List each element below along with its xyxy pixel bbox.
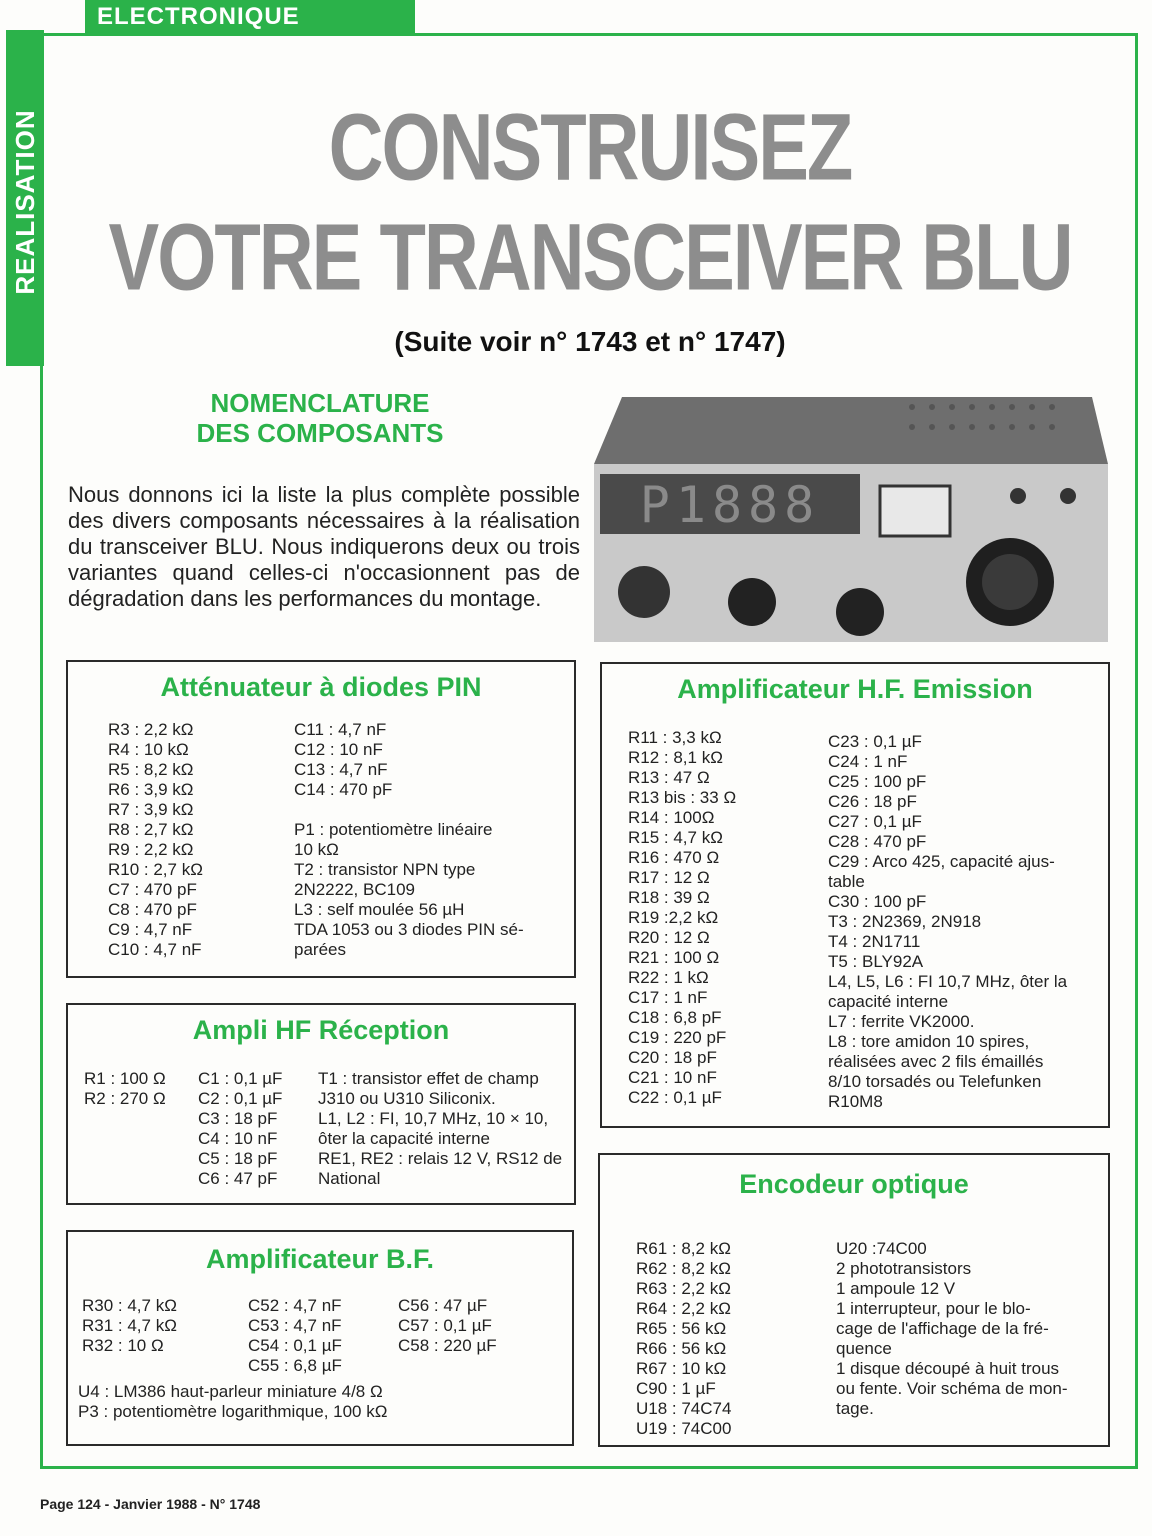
encodeur-col-right xyxy=(836,1239,1068,1419)
component-line: C13 : 4,7 nF xyxy=(294,760,388,779)
ampli-emission-title: Amplificateur H.F. Emission xyxy=(677,674,1033,704)
ampli-bf-title: Amplificateur B.F. xyxy=(205,1244,435,1274)
component-line: C10 : 4,7 nF xyxy=(108,940,202,959)
component-line: R31 : 4,7 kΩ xyxy=(82,1316,177,1335)
component-line: R19 :2,2 kΩ xyxy=(628,908,719,927)
component-line: 1 interrupteur, pour le blo- xyxy=(836,1299,1031,1318)
component-line: R67 : 10 kΩ xyxy=(636,1359,727,1378)
ampli-hf-col-1 xyxy=(84,1069,166,1109)
component-line: R17 : 12 Ω xyxy=(628,868,710,887)
component-line: R3 : 2,2 kΩ xyxy=(108,720,194,739)
title-line-1: CONSTRUISEZ xyxy=(328,94,852,201)
ampli-bf-box xyxy=(66,1230,574,1446)
component-line: R13 bis : 33 Ω xyxy=(628,788,737,807)
component-line: L3 : self moulée 56 µH xyxy=(294,900,465,919)
ampli-hf-title: Ampli HF Réception xyxy=(192,1015,450,1045)
component-line: C52 : 4,7 nF xyxy=(248,1296,342,1315)
component-line: cage de l'affichage de la fré- xyxy=(836,1319,1049,1338)
component-line: R22 : 1 kΩ xyxy=(628,968,709,987)
component-line: National xyxy=(318,1169,381,1188)
component-line: C8 : 470 pF xyxy=(108,900,197,919)
component-line: 10 kΩ xyxy=(294,840,339,859)
component-line: C7 : 470 pF xyxy=(108,880,197,899)
component-line: 8/10 torsadés ou Telefunken xyxy=(828,1072,1042,1091)
component-line: C55 : 6,8 µF xyxy=(248,1356,342,1375)
component-line: réalisées avec 2 fils émaillés xyxy=(828,1052,1044,1071)
component-line: 2N2222, BC109 xyxy=(294,880,415,899)
component-line: R12 : 8,1 kΩ xyxy=(628,748,723,767)
nomenclature-line-2: DES COMPOSANTS xyxy=(196,418,444,448)
encodeur-title: Encodeur optique xyxy=(739,1169,969,1199)
component-line: R14 : 100Ω xyxy=(628,808,715,827)
ampli-bf-col-1 xyxy=(82,1296,177,1356)
component-line: T2 : transistor NPN type xyxy=(294,860,476,879)
component-line: C29 : Arco 425, capacité ajus- xyxy=(828,852,1055,871)
component-line: C4 : 10 nF xyxy=(198,1129,278,1148)
component-line: T1 : transistor effet de champ xyxy=(318,1069,539,1088)
component-line: C17 : 1 nF xyxy=(628,988,708,1007)
component-line: R65 : 56 kΩ xyxy=(636,1319,727,1338)
ampli-bf-col-2 xyxy=(248,1296,342,1376)
component-line: R4 : 10 kΩ xyxy=(108,740,189,759)
component-line: C27 : 0,1 µF xyxy=(828,812,922,831)
component-line: C54 : 0,1 µF xyxy=(248,1336,342,1355)
ampli-emission-col-right xyxy=(828,732,1067,1112)
component-line: L7 : ferrite VK2000. xyxy=(828,1012,975,1031)
component-line: R32 : 10 Ω xyxy=(82,1336,164,1355)
component-line: R6 : 3,9 kΩ xyxy=(108,780,194,799)
component-line: C14 : 470 pF xyxy=(294,780,393,799)
component-line: U4 : LM386 haut-parleur miniature 4/8 Ω xyxy=(78,1382,383,1401)
component-line: tage. xyxy=(836,1399,874,1418)
ampli-bf-col-3 xyxy=(398,1296,497,1356)
nomenclature-line-1: NOMENCLATURE xyxy=(210,388,430,418)
component-line: C28 : 470 pF xyxy=(828,832,927,851)
component-line: C5 : 18 pF xyxy=(198,1149,278,1168)
component-line: R13 : 47 Ω xyxy=(628,768,710,787)
ampli-bf-notes xyxy=(78,1382,387,1422)
component-line: C25 : 100 pF xyxy=(828,772,927,791)
component-line xyxy=(294,800,544,820)
component-line: quence xyxy=(836,1339,892,1358)
display-readout: P1888 xyxy=(639,476,821,534)
transceiver-photo xyxy=(592,392,1110,642)
attenuateur-col-right xyxy=(294,720,544,960)
attenuateur-box xyxy=(66,660,576,978)
component-line: R30 : 4,7 kΩ xyxy=(82,1296,177,1315)
ampli-hf-col-3 xyxy=(318,1069,562,1189)
component-line: ôter la capacité interne xyxy=(318,1129,490,1148)
component-line: C12 : 10 nF xyxy=(294,740,383,759)
component-line: U19 : 74C00 xyxy=(636,1419,732,1438)
component-line: T5 : BLY92A xyxy=(828,952,924,971)
component-line: C19 : 220 pF xyxy=(628,1028,727,1047)
component-line: ou fente. Voir schéma de mon- xyxy=(836,1379,1068,1398)
component-line: R16 : 470 Ω xyxy=(628,848,720,867)
component-line: C24 : 1 nF xyxy=(828,752,908,771)
component-line: R7 : 3,9 kΩ xyxy=(108,800,194,819)
component-line: C56 : 47 µF xyxy=(398,1296,488,1315)
component-line: C90 : 1 µF xyxy=(636,1379,716,1398)
component-line: R10 : 2,7 kΩ xyxy=(108,860,203,879)
component-line: TDA 1053 ou 3 diodes PIN sé- xyxy=(294,920,524,939)
section-label: ELECTRONIQUE xyxy=(85,0,415,34)
component-line: C22 : 0,1 µF xyxy=(628,1088,722,1107)
component-line: L1, L2 : FI, 10,7 MHz, 10 × 10, xyxy=(318,1109,549,1128)
page-footer: Page 124 - Janvier 1988 - N° 1748 xyxy=(40,1496,261,1512)
component-line: R61 : 8,2 kΩ xyxy=(636,1239,731,1258)
component-line: T3 : 2N2369, 2N918 xyxy=(828,912,982,931)
side-label: REALISATION xyxy=(10,109,40,295)
attenuateur-col-left xyxy=(108,720,203,960)
component-line: parées xyxy=(294,940,346,959)
component-line: R20 : 12 Ω xyxy=(628,928,710,947)
component-line: U18 : 74C74 xyxy=(636,1399,732,1418)
attenuateur-title: Atténuateur à diodes PIN xyxy=(160,672,482,702)
ampli-emission-col-left xyxy=(628,728,736,1108)
component-line: 1 disque découpé à huit trous xyxy=(836,1359,1060,1378)
component-line: 1 ampoule 12 V xyxy=(836,1279,956,1298)
component-line: R2 : 270 Ω xyxy=(84,1089,166,1108)
component-line: C9 : 4,7 nF xyxy=(108,920,193,939)
component-line: capacité interne xyxy=(828,992,949,1011)
component-line: R63 : 2,2 kΩ xyxy=(636,1279,731,1298)
title-line-2: VOTRE TRANSCEIVER BLU xyxy=(108,204,1072,311)
component-line: C23 : 0,1 µF xyxy=(828,732,922,751)
component-line: C1 : 0,1 µF xyxy=(198,1069,283,1088)
component-line: T4 : 2N1711 xyxy=(828,932,921,951)
component-line: R1 : 100 Ω xyxy=(84,1069,166,1088)
component-line: C26 : 18 pF xyxy=(828,792,917,811)
ampli-emission-box xyxy=(600,662,1110,1128)
component-line: P1 : potentiomètre linéaire xyxy=(294,820,493,839)
component-line: R5 : 8,2 kΩ xyxy=(108,760,194,779)
component-line: R66 : 56 kΩ xyxy=(636,1339,727,1358)
component-line: R15 : 4,7 kΩ xyxy=(628,828,723,847)
encodeur-box xyxy=(598,1153,1110,1447)
page-frame-left xyxy=(40,366,43,1469)
component-line: C6 : 47 pF xyxy=(198,1169,278,1188)
component-line: C18 : 6,8 pF xyxy=(628,1008,722,1027)
component-line: C2 : 0,1 µF xyxy=(198,1089,283,1108)
component-line: R9 : 2,2 kΩ xyxy=(108,840,194,859)
component-line: C11 : 4,7 nF xyxy=(294,720,387,739)
component-line: C53 : 4,7 nF xyxy=(248,1316,342,1335)
ampli-hf-box xyxy=(66,1003,576,1205)
ampli-hf-col-2 xyxy=(198,1069,282,1189)
component-line: L8 : tore amidon 10 spires, xyxy=(828,1032,1030,1051)
subtitle: (Suite voir n° 1743 et n° 1747) xyxy=(394,326,786,357)
component-line: 2 phototransistors xyxy=(836,1259,972,1278)
intro-paragraph: Nous donnons ici la liste la plus complète possible des divers composants nécessaires à la réalisation du transceiver BLU. Nous indiquerons deux ou trois variantes quand celles-ci n'occasionnent pas de dégradation dans les performances du montage. xyxy=(68,482,580,611)
component-line: table xyxy=(828,872,865,891)
nomenclature-heading xyxy=(170,388,470,448)
component-line: R18 : 39 Ω xyxy=(628,888,710,907)
component-line: C30 : 100 pF xyxy=(828,892,927,911)
component-line: R8 : 2,7 kΩ xyxy=(108,820,194,839)
component-line: C3 : 18 pF xyxy=(198,1109,278,1128)
component-line: P3 : potentiomètre logarithmique, 100 kΩ xyxy=(78,1402,388,1421)
component-line: C58 : 220 µF xyxy=(398,1336,497,1355)
component-line: RE1, RE2 : relais 12 V, RS12 de xyxy=(318,1149,563,1168)
component-line: C21 : 10 nF xyxy=(628,1068,717,1087)
component-line: R10M8 xyxy=(828,1092,883,1111)
component-line: R64 : 2,2 kΩ xyxy=(636,1299,731,1318)
component-line: R11 : 3,3 kΩ xyxy=(628,728,722,747)
component-line: U20 :74C00 xyxy=(836,1239,927,1258)
component-line: C57 : 0,1 µF xyxy=(398,1316,492,1335)
component-line: C20 : 18 pF xyxy=(628,1048,717,1067)
component-line: R21 : 100 Ω xyxy=(628,948,720,967)
component-line: J310 ou U310 Siliconix. xyxy=(318,1089,496,1108)
component-line: R62 : 8,2 kΩ xyxy=(636,1259,731,1278)
component-line: L4, L5, L6 : FI 10,7 MHz, ôter la xyxy=(828,972,1068,991)
encodeur-col-left xyxy=(636,1239,731,1439)
